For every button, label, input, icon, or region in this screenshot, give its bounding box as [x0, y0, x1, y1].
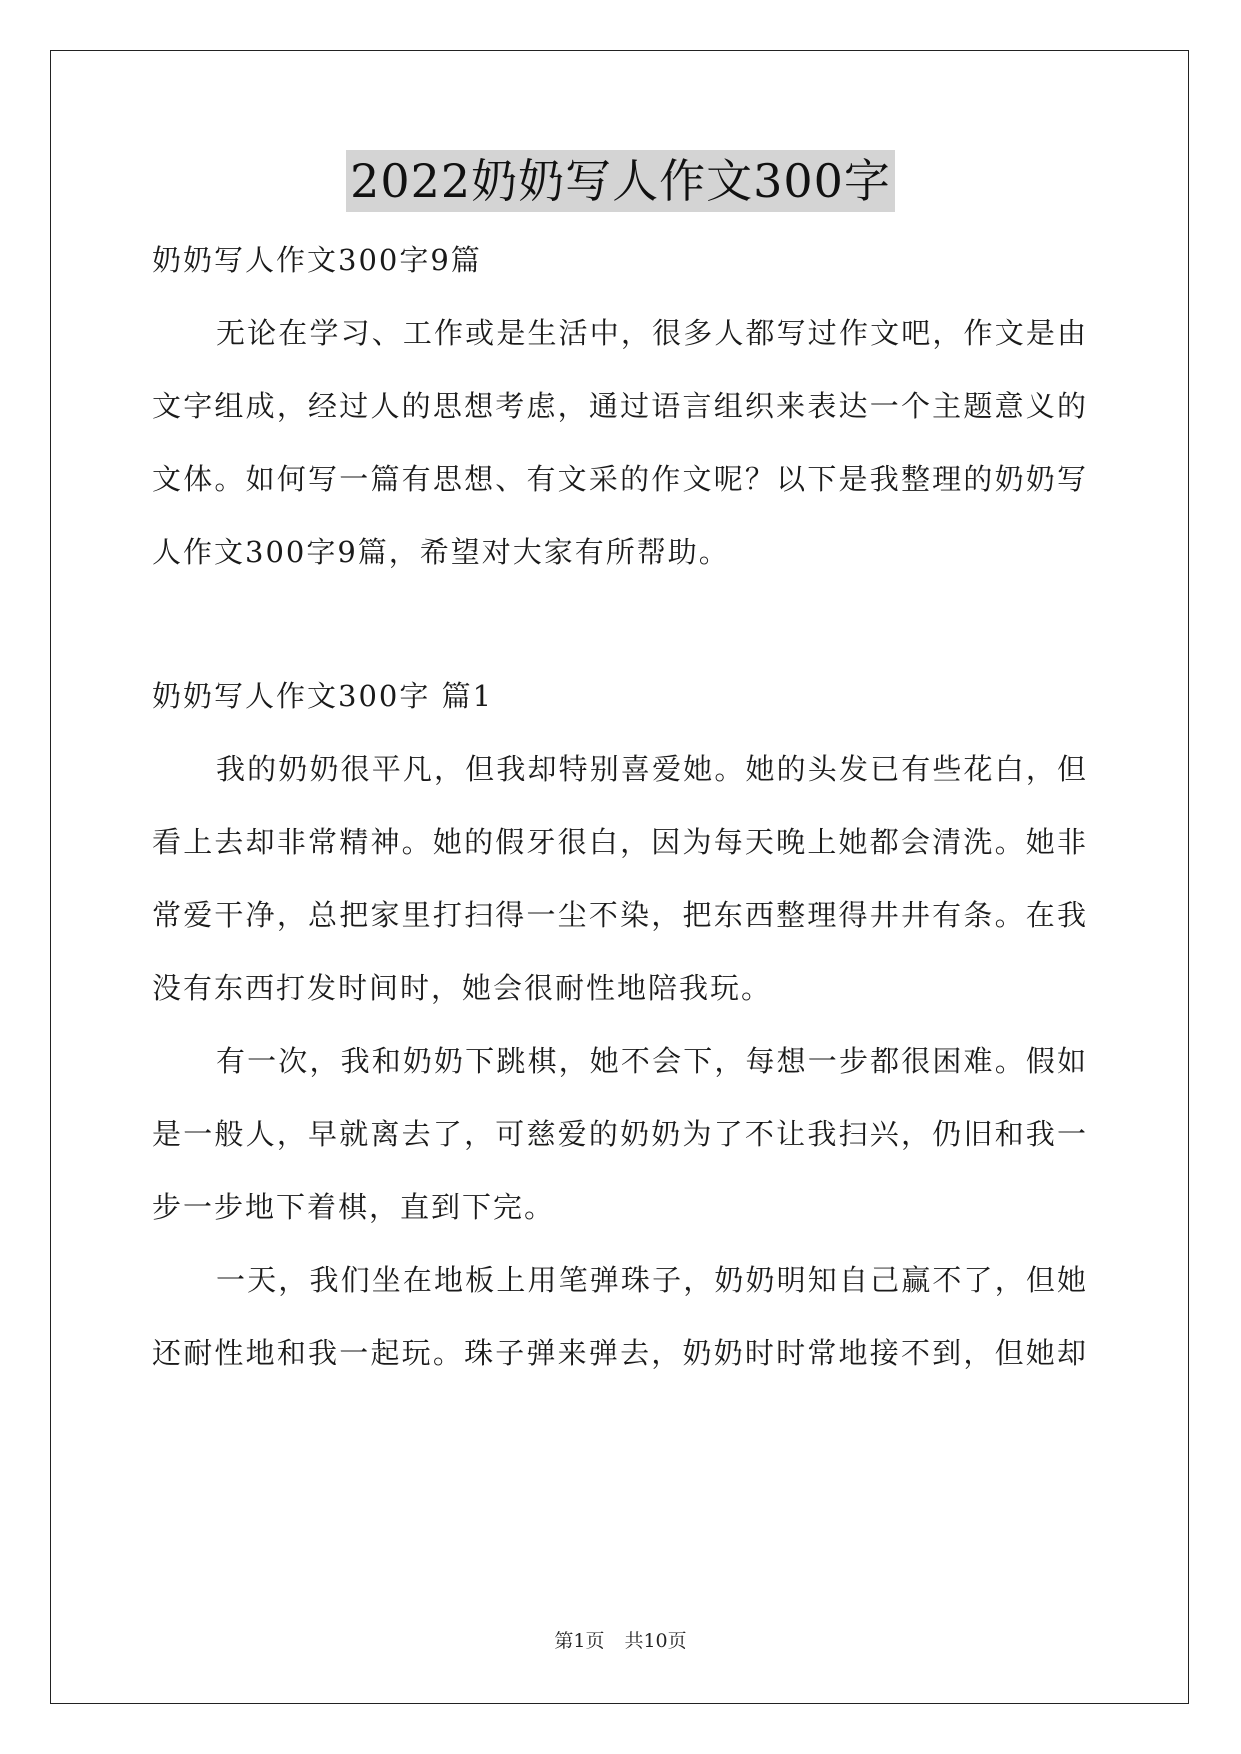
para1-line-1: 我的奶奶很平凡，但我却特别喜爱她。她的头发已有些花白，但	[216, 752, 1088, 786]
title-container	[0, 150, 1241, 212]
para3-line-2: 还耐性地和我一起玩。珠子弹来弹去，奶奶时时常地接不到，但她却	[152, 1336, 1088, 1370]
para2-line-1: 有一次，我和奶奶下跳棋，她不会下，每想一步都很困难。假如	[216, 1044, 1088, 1078]
intro-line-1: 无论在学习、工作或是生活中，很多人都写过作文吧，作文是由	[216, 316, 1088, 350]
page-total: 共10页	[624, 1630, 687, 1652]
page-border	[50, 50, 1189, 1704]
para2-line-2: 是一般人，早就离去了，可慈爱的奶奶为了不让我扫兴，仍旧和我一	[152, 1117, 1088, 1151]
document-subtitle: 奶奶写人作文300字9篇	[152, 243, 482, 277]
document-title: 2022奶奶写人作文300字	[346, 150, 895, 212]
para1-line-2: 看上去却非常精神。她的假牙很白，因为每天晚上她都会清洗。她非	[152, 825, 1088, 859]
para1-line-4: 没有东西打发时间时，她会很耐性地陪我玩。	[152, 971, 773, 1005]
para1-line-3: 常爱干净，总把家里打扫得一尘不染，把东西整理得井井有条。在我	[152, 898, 1088, 932]
page-number: 第1页	[554, 1630, 605, 1652]
intro-line-3: 文体。如何写一篇有思想、有文采的作文呢？以下是我整理的奶奶写	[152, 462, 1088, 496]
page-footer	[0, 1628, 1241, 1654]
para2-line-3: 步一步地下着棋，直到下完。	[152, 1190, 556, 1224]
section-heading-1: 奶奶写人作文300字 篇1	[152, 679, 494, 713]
para3-line-1: 一天，我们坐在地板上用笔弹珠子，奶奶明知自己赢不了，但她	[216, 1263, 1088, 1297]
intro-line-4: 人作文300字9篇，希望对大家有所帮助。	[152, 535, 730, 569]
intro-line-2: 文字组成，经过人的思想考虑，通过语言组织来表达一个主题意义的	[152, 389, 1088, 423]
